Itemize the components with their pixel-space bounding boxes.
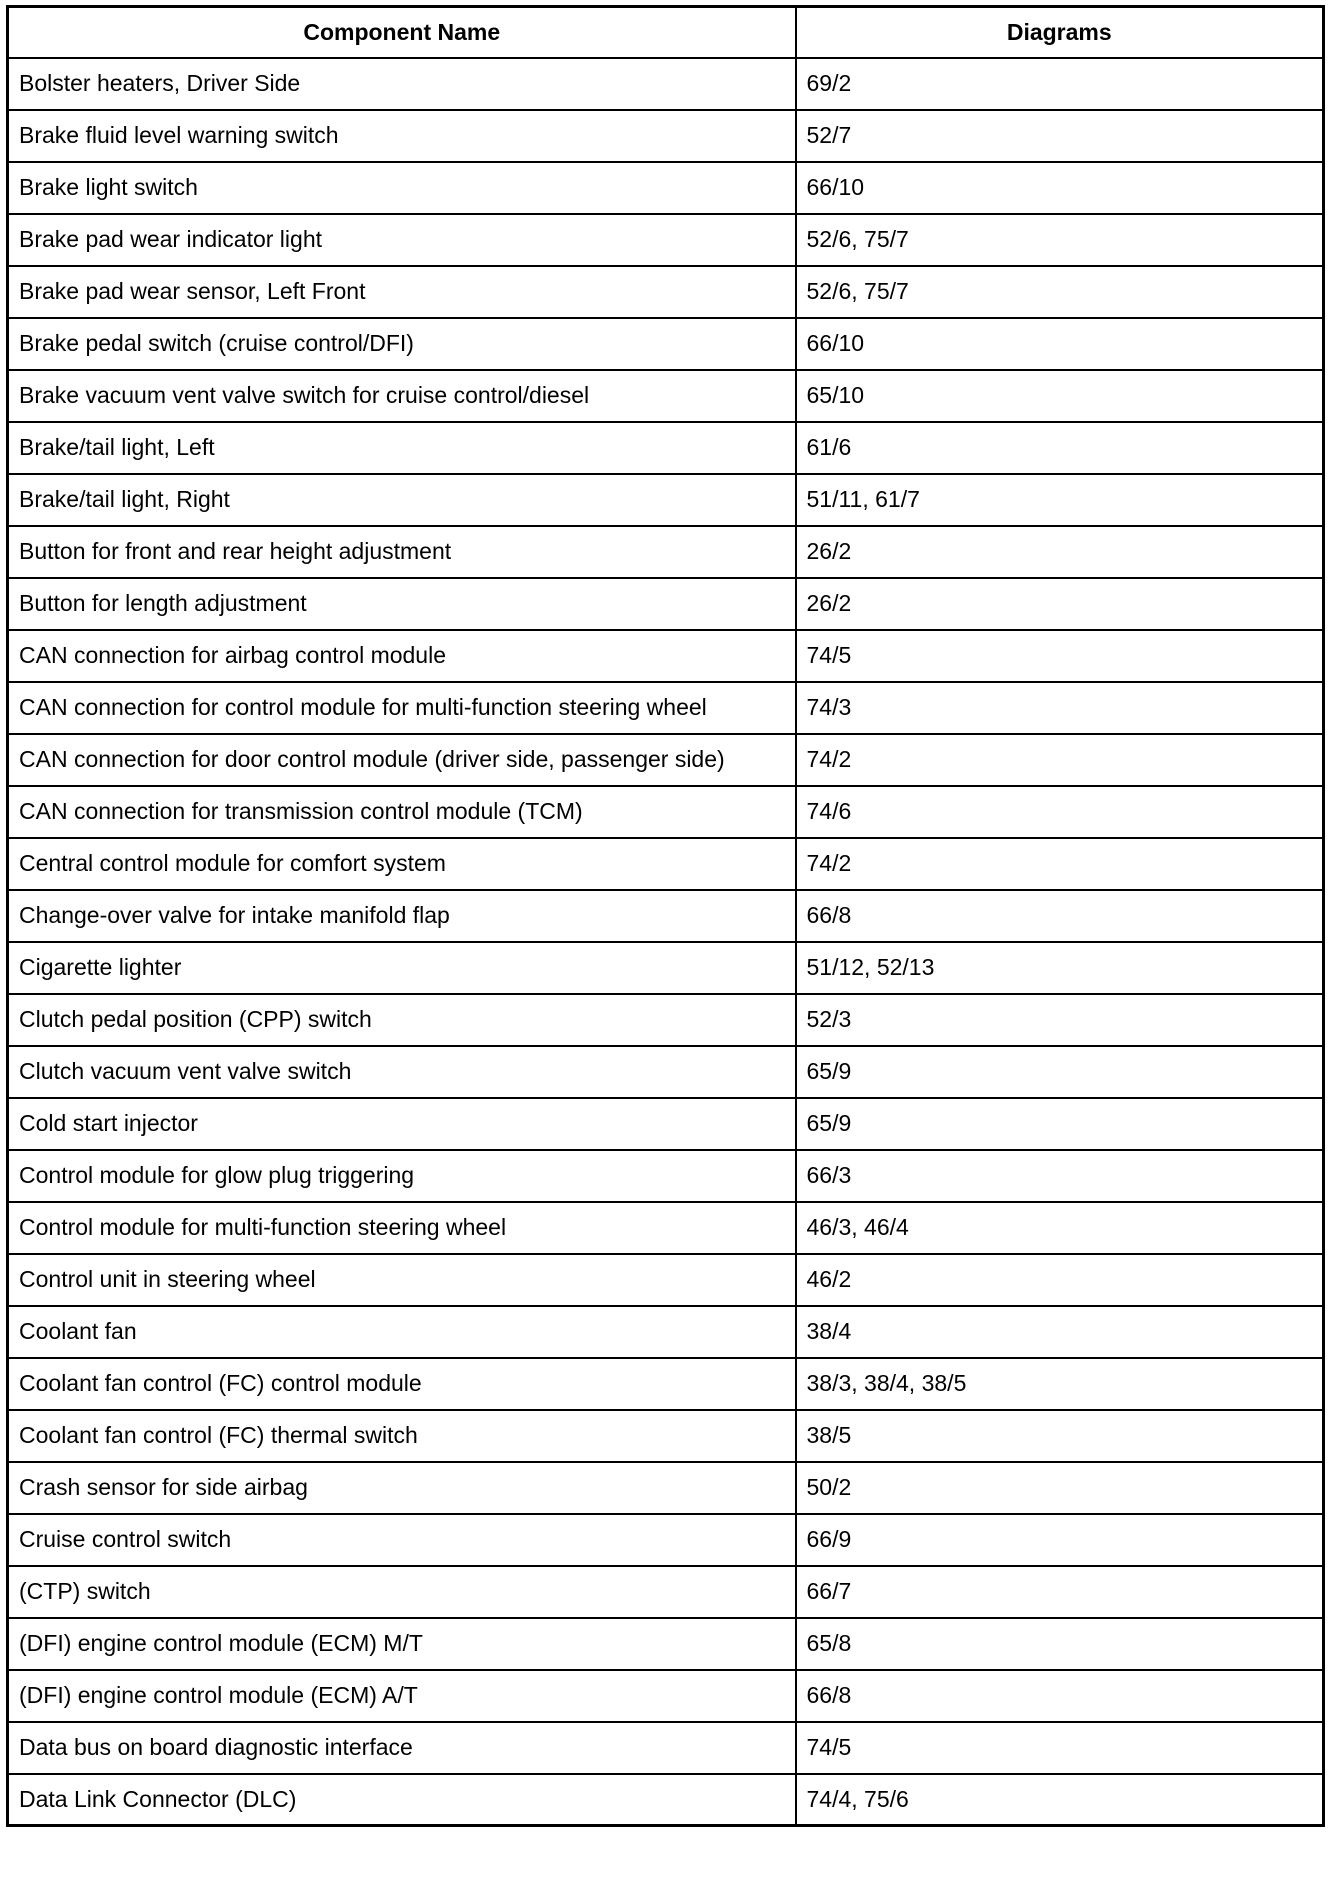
diagrams-cell: 52/6, 75/7 bbox=[796, 266, 1324, 318]
diagrams-cell: 65/10 bbox=[796, 370, 1324, 422]
table-row bbox=[8, 370, 1324, 422]
diagrams-cell: 46/3, 46/4 bbox=[796, 1202, 1324, 1254]
component-name-cell: Cigarette lighter bbox=[8, 942, 796, 994]
component-name-cell: Coolant fan control (FC) control module bbox=[8, 1358, 796, 1410]
table-row bbox=[8, 1618, 1324, 1670]
component-name-cell: Central control module for comfort system bbox=[8, 838, 796, 890]
diagrams-cell: 74/5 bbox=[796, 1722, 1324, 1774]
component-name-cell: Brake/tail light, Left bbox=[8, 422, 796, 474]
component-name-cell: CAN connection for airbag control module bbox=[8, 630, 796, 682]
diagrams-cell: 46/2 bbox=[796, 1254, 1324, 1306]
diagrams-cell: 52/7 bbox=[796, 110, 1324, 162]
component-name-cell: Button for front and rear height adjustment bbox=[8, 526, 796, 578]
diagrams-cell: 69/2 bbox=[796, 58, 1324, 110]
diagrams-cell: 74/6 bbox=[796, 786, 1324, 838]
table-row bbox=[8, 682, 1324, 734]
diagrams-cell: 65/9 bbox=[796, 1046, 1324, 1098]
diagrams-cell: 38/5 bbox=[796, 1410, 1324, 1462]
header-diagrams: Diagrams bbox=[796, 7, 1324, 58]
table-header-row bbox=[8, 7, 1324, 58]
table-row bbox=[8, 994, 1324, 1046]
header-component-name: Component Name bbox=[8, 7, 796, 58]
table-row bbox=[8, 214, 1324, 266]
diagrams-cell: 66/9 bbox=[796, 1514, 1324, 1566]
diagrams-cell: 74/3 bbox=[796, 682, 1324, 734]
diagrams-cell: 65/9 bbox=[796, 1098, 1324, 1150]
table-row bbox=[8, 1410, 1324, 1462]
component-name-cell: Change-over valve for intake manifold flap bbox=[8, 890, 796, 942]
component-name-cell: Clutch vacuum vent valve switch bbox=[8, 1046, 796, 1098]
diagrams-cell: 50/2 bbox=[796, 1462, 1324, 1514]
table-row bbox=[8, 734, 1324, 786]
table-row bbox=[8, 1150, 1324, 1202]
diagrams-cell: 66/3 bbox=[796, 1150, 1324, 1202]
component-name-cell: Data Link Connector (DLC) bbox=[8, 1774, 796, 1826]
component-diagram-table bbox=[6, 5, 1325, 1827]
component-name-cell: Data bus on board diagnostic interface bbox=[8, 1722, 796, 1774]
component-name-cell: Brake pad wear sensor, Left Front bbox=[8, 266, 796, 318]
table-row bbox=[8, 110, 1324, 162]
component-name-cell: (DFI) engine control module (ECM) A/T bbox=[8, 1670, 796, 1722]
table-row bbox=[8, 786, 1324, 838]
table-body bbox=[8, 58, 1324, 1826]
table-row bbox=[8, 266, 1324, 318]
component-name-cell: CAN connection for transmission control module (TCM) bbox=[8, 786, 796, 838]
diagrams-cell: 38/4 bbox=[796, 1306, 1324, 1358]
component-name-cell: Cold start injector bbox=[8, 1098, 796, 1150]
diagrams-cell: 74/2 bbox=[796, 838, 1324, 890]
diagrams-cell: 66/7 bbox=[796, 1566, 1324, 1618]
component-name-cell: CAN connection for control module for multi-function steering wheel bbox=[8, 682, 796, 734]
component-name-cell: Brake pedal switch (cruise control/DFI) bbox=[8, 318, 796, 370]
component-name-cell: Brake fluid level warning switch bbox=[8, 110, 796, 162]
component-name-cell: Crash sensor for side airbag bbox=[8, 1462, 796, 1514]
table-row bbox=[8, 1046, 1324, 1098]
table-row bbox=[8, 1306, 1324, 1358]
component-name-cell: Coolant fan bbox=[8, 1306, 796, 1358]
table-row bbox=[8, 318, 1324, 370]
component-name-cell: CAN connection for door control module (driver side, passenger side) bbox=[8, 734, 796, 786]
diagrams-cell: 52/6, 75/7 bbox=[796, 214, 1324, 266]
table-row bbox=[8, 526, 1324, 578]
diagrams-cell: 51/11, 61/7 bbox=[796, 474, 1324, 526]
component-name-cell: Button for length adjustment bbox=[8, 578, 796, 630]
component-name-cell: Control unit in steering wheel bbox=[8, 1254, 796, 1306]
table-row bbox=[8, 890, 1324, 942]
table-row bbox=[8, 1254, 1324, 1306]
table-row bbox=[8, 1774, 1324, 1826]
diagrams-cell: 74/4, 75/6 bbox=[796, 1774, 1324, 1826]
table-row bbox=[8, 1358, 1324, 1410]
table-row bbox=[8, 58, 1324, 110]
component-name-cell: (DFI) engine control module (ECM) M/T bbox=[8, 1618, 796, 1670]
component-name-cell: Brake/tail light, Right bbox=[8, 474, 796, 526]
diagrams-cell: 66/8 bbox=[796, 890, 1324, 942]
diagrams-cell: 61/6 bbox=[796, 422, 1324, 474]
table-row bbox=[8, 422, 1324, 474]
table-row bbox=[8, 474, 1324, 526]
component-name-cell: Brake light switch bbox=[8, 162, 796, 214]
table-row bbox=[8, 838, 1324, 890]
table-row bbox=[8, 942, 1324, 994]
component-name-cell: Bolster heaters, Driver Side bbox=[8, 58, 796, 110]
diagrams-cell: 26/2 bbox=[796, 526, 1324, 578]
diagrams-cell: 38/3, 38/4, 38/5 bbox=[796, 1358, 1324, 1410]
table-row bbox=[8, 1722, 1324, 1774]
table-row bbox=[8, 630, 1324, 682]
component-name-cell: Brake pad wear indicator light bbox=[8, 214, 796, 266]
component-name-cell: Control module for glow plug triggering bbox=[8, 1150, 796, 1202]
table-row bbox=[8, 1566, 1324, 1618]
component-name-cell: Cruise control switch bbox=[8, 1514, 796, 1566]
table-row bbox=[8, 1462, 1324, 1514]
diagrams-cell: 66/8 bbox=[796, 1670, 1324, 1722]
table-row bbox=[8, 1202, 1324, 1254]
diagrams-cell: 66/10 bbox=[796, 318, 1324, 370]
diagrams-cell: 74/5 bbox=[796, 630, 1324, 682]
component-name-cell: Coolant fan control (FC) thermal switch bbox=[8, 1410, 796, 1462]
diagrams-cell: 26/2 bbox=[796, 578, 1324, 630]
diagrams-cell: 65/8 bbox=[796, 1618, 1324, 1670]
diagrams-cell: 51/12, 52/13 bbox=[796, 942, 1324, 994]
table-row bbox=[8, 578, 1324, 630]
diagrams-cell: 74/2 bbox=[796, 734, 1324, 786]
table-row bbox=[8, 1098, 1324, 1150]
component-name-cell: Clutch pedal position (CPP) switch bbox=[8, 994, 796, 1046]
diagrams-cell: 66/10 bbox=[796, 162, 1324, 214]
diagrams-cell: 52/3 bbox=[796, 994, 1324, 1046]
component-name-cell: (CTP) switch bbox=[8, 1566, 796, 1618]
table-row bbox=[8, 162, 1324, 214]
table-row bbox=[8, 1514, 1324, 1566]
component-name-cell: Brake vacuum vent valve switch for cruise control/diesel bbox=[8, 370, 796, 422]
component-name-cell: Control module for multi-function steering wheel bbox=[8, 1202, 796, 1254]
table-row bbox=[8, 1670, 1324, 1722]
